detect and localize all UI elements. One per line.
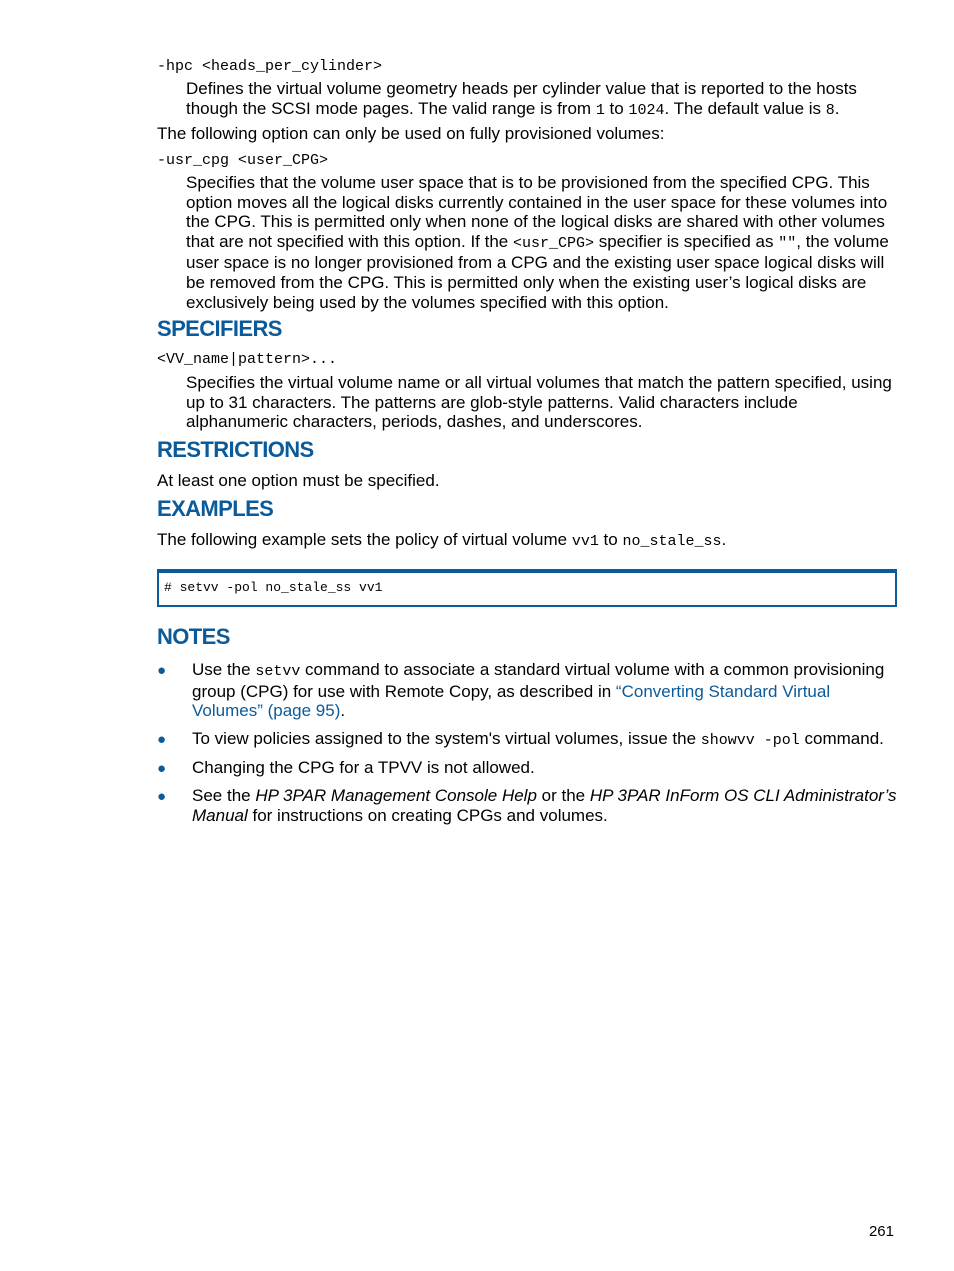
bullet-icon: ● (157, 787, 167, 805)
page-number: 261 (868, 1223, 894, 1240)
examples-text: The following example sets the policy of virtual volume vv1 to no_stale_ss. (157, 530, 727, 550)
usr-cpg-option-description: Specifies that the volume user space that is to be provisioned from the specified CPG. This option moves all the logical disks currently contained in the user space for these volumes into the CPG. This is permitted only when none of the logical disks are shared with other volumes that are not specified with this option. If the <usr_CPG> specifier is specified as "", the volume user space is no longer provisioned from a CPG and the existing user space logical disks will be removed from the CPG. This is permitted only when the existing user’s logical disks are exclusively being used by the volumes specified with this option. (186, 173, 889, 312)
bullet-icon: ● (157, 662, 167, 679)
list-item: ● Use the setvv command to associate a standard virtual volume with a common provisioning group (CPG) for use with Remote Copy, as described in “Converting Standard Virtual Volumes” (page 95). (157, 660, 885, 721)
bullet-icon: ● (157, 730, 167, 748)
bullet-icon: ● (157, 760, 167, 778)
notes-heading: NOTES (157, 624, 230, 649)
specifiers-heading: SPECIFIERS (157, 316, 282, 341)
notes-list (157, 660, 897, 833)
specifier-term: <VV_name|pattern>... (157, 351, 338, 368)
restrictions-text: At least one option must be specified. (157, 471, 440, 490)
example-code-block (157, 569, 897, 607)
list-item: ● See the HP 3PAR Management Console Help or the HP 3PAR InForm OS CLI Administrator’s Manual for instructions on creating CPGs and volumes. (157, 785, 897, 825)
specifier-description: Specifies the virtual volume name or all virtual volumes that match the pattern specified, using up to 31 characters. The patterns are glob-style patterns. Valid characters include alphanumeric characters, periods, dashes, and underscores. (186, 373, 892, 432)
hpc-option-description: Defines the virtual volume geometry heads per cylinder value that is reported to the hosts though the SCSI mode pages. The valid range is from 1 to 1024. The default value is 8. (186, 79, 857, 119)
hpc-option-term: -hpc <heads_per_cylinder> (157, 58, 383, 75)
fully-provisioned-note: The following option can only be used on fully provisioned volumes: (157, 124, 665, 143)
example-command: # setvv -pol no_stale_ss vv1 (164, 580, 383, 595)
list-item: ● Changing the CPG for a TPVV is not allowed. (157, 758, 535, 778)
examples-heading: EXAMPLES (157, 496, 274, 521)
list-item: ● To view policies assigned to the system's virtual volumes, issue the showvv -pol command. (157, 728, 884, 749)
converting-volumes-link[interactable]: “Converting Standard Virtual Volumes” (page 95) (192, 681, 831, 721)
usr-cpg-option-term: -usr_cpg <user_CPG> (157, 152, 329, 169)
restrictions-heading: RESTRICTIONS (157, 437, 314, 462)
